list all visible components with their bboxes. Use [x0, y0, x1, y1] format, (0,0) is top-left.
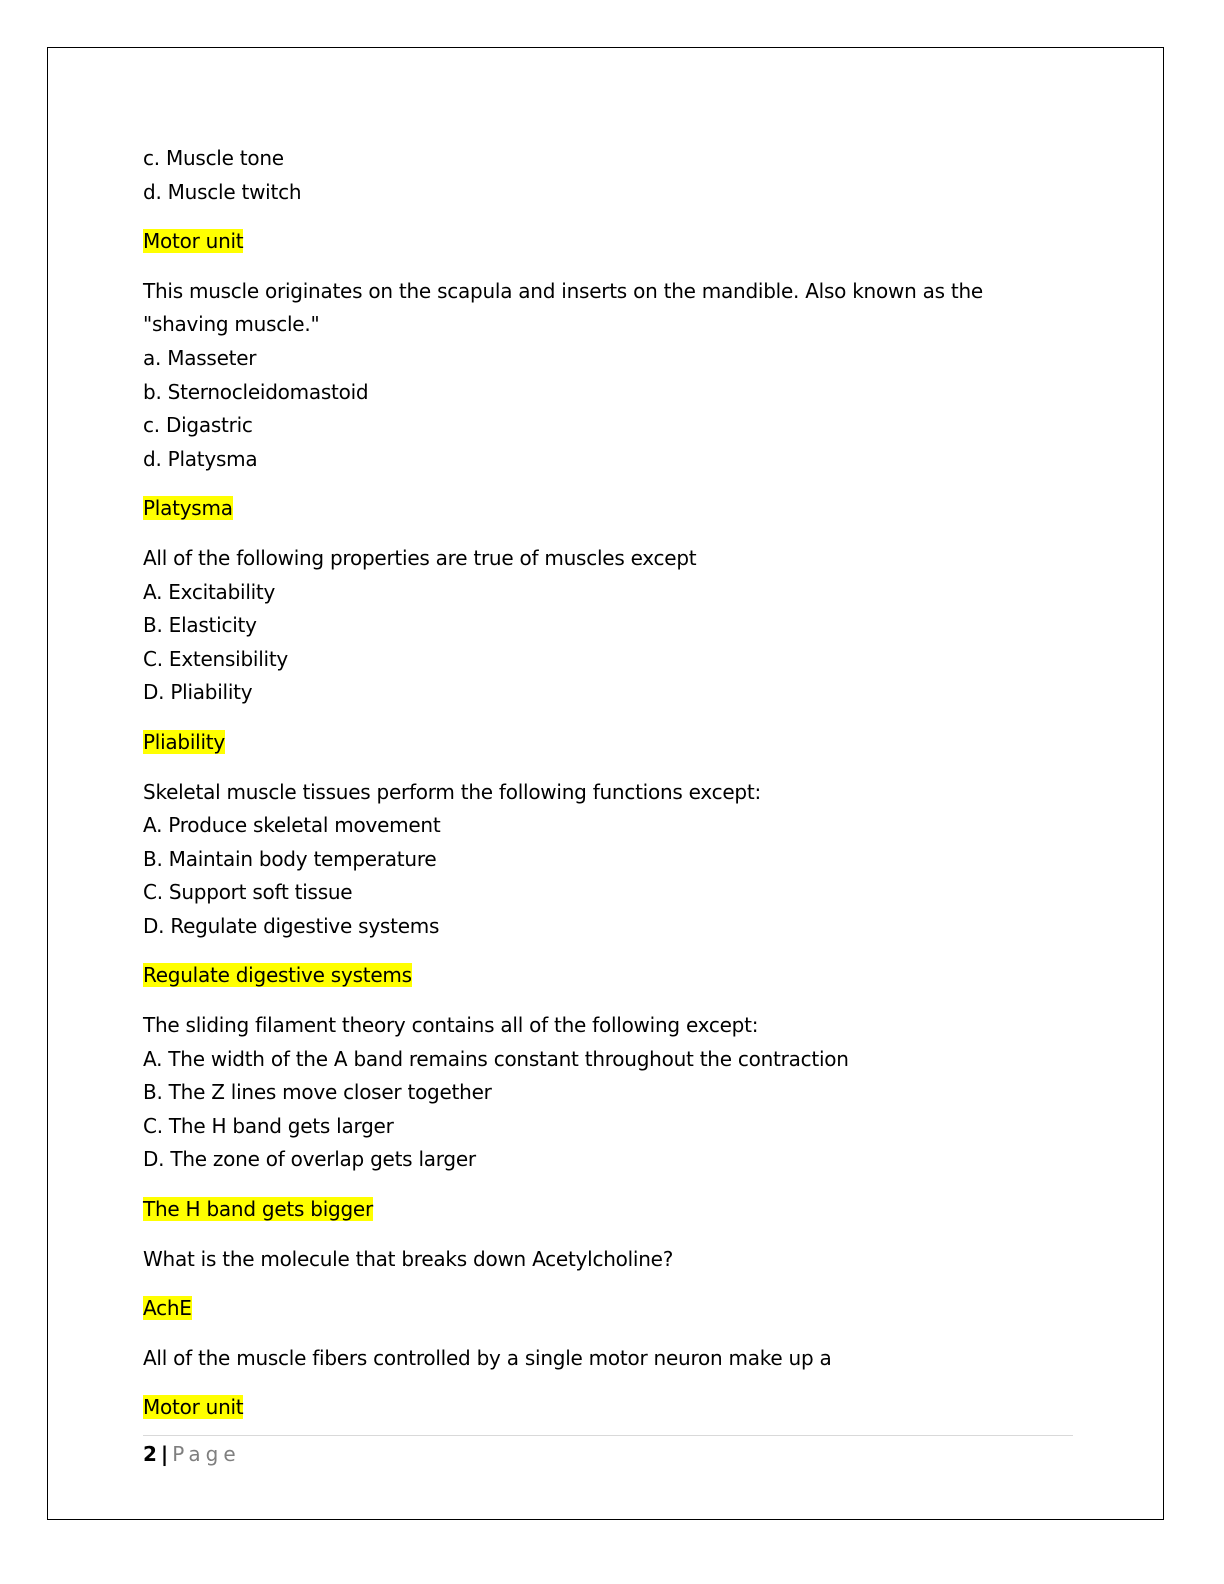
option-line: D. Pliability — [143, 680, 253, 705]
question-text: What is the molecule that breaks down Acetylcholine? — [143, 1246, 674, 1271]
page-number: 2 — [143, 1442, 157, 1466]
footer-rule — [143, 1435, 1073, 1436]
option-line: D. The zone of overlap gets larger — [143, 1147, 476, 1172]
option-line: c. Digastric — [143, 413, 253, 438]
option-line: B. Maintain body temperature — [143, 846, 437, 871]
option-line: C. Support soft tissue — [143, 880, 353, 905]
option-line: D. Regulate digestive systems — [143, 913, 440, 938]
answer-highlight: Platysma — [143, 496, 233, 521]
option-line: B. The Z lines move closer together — [143, 1080, 492, 1105]
option-line: d. Platysma — [143, 446, 258, 471]
answer-highlight: Regulate digestive systems — [143, 963, 412, 988]
page-footer — [143, 1440, 241, 1468]
question-text: The sliding filament theory contains all of the following except: — [143, 1013, 759, 1038]
question-text: Skeletal muscle tissues perform the following functions except: — [143, 779, 761, 804]
answer-highlight: The H band gets bigger — [143, 1197, 373, 1222]
answer-highlight: Pliability — [143, 729, 225, 754]
footer-separator: | — [160, 1442, 169, 1466]
option-line: d. Muscle twitch — [143, 179, 302, 204]
question-text: This muscle originates on the scapula and inserts on the mandible. Also known as the "shaving muscle." — [143, 278, 983, 337]
option-line: B. Elasticity — [143, 613, 257, 638]
answer-highlight: AchE — [143, 1296, 192, 1321]
option-line: c. Muscle tone — [143, 146, 284, 170]
document-body — [143, 142, 1073, 1441]
option-line: C. The H band gets larger — [143, 1113, 394, 1138]
answer-highlight: Motor unit — [143, 1395, 244, 1420]
option-line: C. Extensibility — [143, 646, 288, 671]
answer-highlight: Motor unit — [143, 229, 244, 254]
option-line: A. Produce skeletal movement — [143, 813, 441, 838]
option-line: a. Masseter — [143, 345, 257, 370]
page-label: Page — [172, 1442, 241, 1466]
option-line: A. Excitability — [143, 579, 276, 604]
option-line: b. Sternocleidomastoid — [143, 379, 369, 404]
question-text: All of the muscle fibers controlled by a single motor neuron make up a — [143, 1345, 832, 1370]
option-line: A. The width of the A band remains constant throughout the contraction — [143, 1046, 849, 1071]
question-text: All of the following properties are true of muscles except — [143, 545, 697, 570]
